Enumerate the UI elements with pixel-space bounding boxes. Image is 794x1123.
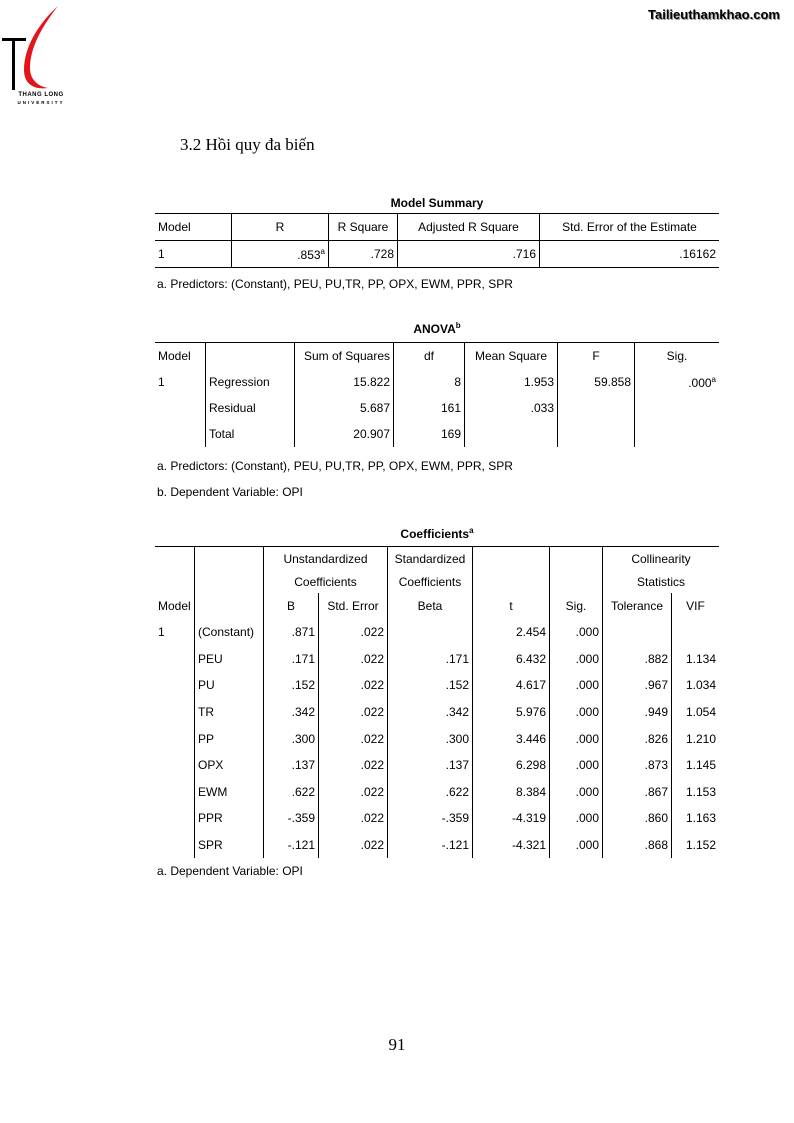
cell-se: .022 (319, 832, 388, 859)
coefficients-note-a: a. Dependent Variable: OPI (157, 864, 303, 878)
table-row (155, 805, 719, 832)
cell-f: 59.858 (558, 369, 635, 395)
cell-b: .137 (264, 752, 319, 779)
table-header-row (155, 593, 719, 619)
cell-t: -4.319 (473, 805, 550, 832)
col-mean-square: Mean Square (465, 343, 558, 370)
col-vif: VIF (672, 593, 720, 619)
table-row (155, 832, 719, 859)
cell-model (155, 779, 195, 806)
cell-b: .300 (264, 725, 319, 752)
col-sig: Sig. (635, 343, 720, 370)
col-t: t (473, 593, 550, 619)
cell-t: 6.298 (473, 752, 550, 779)
cell-sig: .000 (550, 672, 603, 699)
cell-std-error: .16162 (540, 241, 720, 268)
cell-df: 169 (394, 421, 465, 447)
col-model: Model (155, 343, 206, 370)
hdr-blank (550, 547, 603, 572)
cell-label: Regression (206, 369, 295, 395)
cell-model (155, 832, 195, 859)
cell-sig: .000 (550, 725, 603, 752)
cell-b: .342 (264, 699, 319, 726)
cell-model (155, 725, 195, 752)
cell-tolerance: .949 (603, 699, 672, 726)
cell-se: .022 (319, 672, 388, 699)
cell-ss: 5.687 (295, 395, 394, 421)
cell-model (155, 421, 206, 447)
cell-tolerance: .967 (603, 672, 672, 699)
cell-label: Residual (206, 395, 295, 421)
hdr-std-line2: Coefficients (388, 571, 473, 593)
cell-tolerance: .868 (603, 832, 672, 859)
cell-se: .022 (319, 752, 388, 779)
anova-note-b: b. Dependent Variable: OPI (157, 485, 303, 499)
table-row (155, 421, 719, 447)
hdr-blank (195, 593, 264, 619)
cell-r-square: .728 (329, 241, 398, 268)
hdr-col-line1: Collinearity (603, 547, 720, 572)
cell-beta (388, 619, 473, 646)
table-row (155, 646, 719, 673)
cell-se: .022 (319, 646, 388, 673)
cell-tolerance: .873 (603, 752, 672, 779)
table-header-row (155, 343, 719, 370)
col-beta: Beta (388, 593, 473, 619)
cell-f (558, 421, 635, 447)
table-header-row (155, 571, 719, 593)
cell-var: TR (195, 699, 264, 726)
cell-se: .022 (319, 725, 388, 752)
cell-model (155, 805, 195, 832)
hdr-col-line2: Statistics (603, 571, 720, 593)
cell-var: (Constant) (195, 619, 264, 646)
cell-model (155, 699, 195, 726)
cell-beta: -.121 (388, 832, 473, 859)
table-row (155, 672, 719, 699)
cell-beta: -.359 (388, 805, 473, 832)
col-f: F (558, 343, 635, 370)
logo-text-line2: UNIVERSITY (17, 100, 65, 105)
watermark-text: Tailieuthamkhao.com (648, 7, 780, 22)
coefficients-title: Coefficients$^a$ (400, 526, 474, 541)
cell-sig: .000 (550, 752, 603, 779)
cell-vif: 1.054 (672, 699, 720, 726)
cell-model (155, 752, 195, 779)
col-df: df (394, 343, 465, 370)
hdr-blank (550, 571, 603, 593)
cell-ss: 20.907 (295, 421, 394, 447)
table-row (155, 752, 719, 779)
col-b: B (264, 593, 319, 619)
cell-b: -.121 (264, 832, 319, 859)
cell-ss: 15.822 (295, 369, 394, 395)
cell-vif: 1.152 (672, 832, 720, 859)
cell-sig: .000 (550, 805, 603, 832)
cell-tolerance: .860 (603, 805, 672, 832)
cell-model: 1 (155, 619, 195, 646)
cell-df: 8 (394, 369, 465, 395)
anova-title: ANOVA$^b$ (413, 321, 461, 336)
anova-note-a: a. Predictors: (Constant), PEU, PU,TR, PP, OPX, EWM, PPR, SPR (157, 459, 513, 473)
cell-beta: .171 (388, 646, 473, 673)
col-std-error: Std. Error (319, 593, 388, 619)
university-logo (0, 4, 72, 104)
model-summary-note-a: a. Predictors: (Constant), PEU, PU,TR, PP, OPX, EWM, PPR, SPR (157, 277, 513, 291)
hdr-unstd-line1: Unstandardized (264, 547, 388, 572)
cell-vif: 1.034 (672, 672, 720, 699)
cell-t: 3.446 (473, 725, 550, 752)
cell-tolerance (603, 619, 672, 646)
table-header-row (155, 547, 719, 572)
cell-model: 1 (155, 369, 206, 395)
cell-t: 6.432 (473, 646, 550, 673)
cell-var: SPR (195, 832, 264, 859)
page-number: 91 (388, 1035, 406, 1054)
cell-se: .022 (319, 619, 388, 646)
col-adj-r-square: Adjusted R Square (398, 214, 540, 241)
cell-vif: 1.210 (672, 725, 720, 752)
cell-var: EWM (195, 779, 264, 806)
table-header-row (155, 214, 719, 241)
cell-beta: .300 (388, 725, 473, 752)
cell-vif (672, 619, 720, 646)
cell-b: .871 (264, 619, 319, 646)
cell-df: 161 (394, 395, 465, 421)
hdr-unstd-line2: Coefficients (264, 571, 388, 593)
table-row (155, 725, 719, 752)
cell-se: .022 (319, 779, 388, 806)
col-r-square: R Square (329, 214, 398, 241)
col-sum-of-squares: Sum of Squares (295, 343, 394, 370)
cell-f (558, 395, 635, 421)
cell-b: .622 (264, 779, 319, 806)
cell-beta: .152 (388, 672, 473, 699)
table-row (155, 619, 719, 646)
cell-sig: .000 (550, 779, 603, 806)
hdr-blank (155, 571, 195, 593)
cell-ms: .033 (465, 395, 558, 421)
cell-var: OPX (195, 752, 264, 779)
col-std-error: Std. Error of the Estimate (540, 214, 720, 241)
table-row (155, 699, 719, 726)
cell-vif: 1.145 (672, 752, 720, 779)
cell-label: Total (206, 421, 295, 447)
cell-adj-r-square: .716 (398, 241, 540, 268)
cell-t: -4.321 (473, 832, 550, 859)
cell-model (155, 672, 195, 699)
cell-var: PU (195, 672, 264, 699)
cell-tolerance: .867 (603, 779, 672, 806)
col-model: Model (155, 214, 232, 241)
cell-beta: .342 (388, 699, 473, 726)
cell-sig: .000 (550, 699, 603, 726)
section-title: 3.2 Hồi quy đa biến (180, 135, 315, 154)
coefficients-table (155, 546, 719, 858)
hdr-std-line1: Standardized (388, 547, 473, 572)
cell-model: 1 (155, 241, 232, 268)
col-r: R (232, 214, 329, 241)
table-row (155, 369, 719, 395)
cell-b: .171 (264, 646, 319, 673)
cell-sig: .000 (550, 832, 603, 859)
table-row (155, 395, 719, 421)
thang-long-logo-icon (0, 4, 72, 94)
cell-tolerance: .882 (603, 646, 672, 673)
hdr-blank (473, 571, 550, 593)
anova-table (155, 342, 719, 447)
cell-var: PP (195, 725, 264, 752)
table-row (155, 241, 719, 268)
cell-t: 2.454 (473, 619, 550, 646)
cell-t: 5.976 (473, 699, 550, 726)
hdr-blank (473, 547, 550, 572)
cell-model (155, 395, 206, 421)
logo-text-line1: THANG LONG (18, 92, 64, 98)
cell-beta: .137 (388, 752, 473, 779)
table-row (155, 779, 719, 806)
cell-sig: .000 (550, 619, 603, 646)
cell-vif: 1.134 (672, 646, 720, 673)
cell-var: PEU (195, 646, 264, 673)
col-sig: Sig. (550, 593, 603, 619)
cell-tolerance: .826 (603, 725, 672, 752)
cell-model (155, 646, 195, 673)
cell-b: -.359 (264, 805, 319, 832)
cell-se: .022 (319, 699, 388, 726)
cell-ms: 1.953 (465, 369, 558, 395)
cell-sig (635, 395, 720, 421)
hdr-blank (195, 571, 264, 593)
cell-vif: 1.163 (672, 805, 720, 832)
cell-b: .152 (264, 672, 319, 699)
col-tolerance: Tolerance (603, 593, 672, 619)
col-model: Model (155, 593, 195, 619)
cell-sig (635, 421, 720, 447)
cell-se: .022 (319, 805, 388, 832)
model-summary-table (155, 213, 719, 268)
cell-var: PPR (195, 805, 264, 832)
cell-t: 8.384 (473, 779, 550, 806)
cell-t: 4.617 (473, 672, 550, 699)
col-model-sub (206, 343, 295, 370)
hdr-blank (195, 547, 264, 572)
cell-beta: .622 (388, 779, 473, 806)
cell-sig: .000 (550, 646, 603, 673)
cell-sig: .000$^a$ (635, 369, 720, 395)
cell-r: .853$^a$ (232, 241, 329, 268)
hdr-blank (155, 547, 195, 572)
model-summary-title: Model Summary (390, 196, 484, 210)
cell-ms (465, 421, 558, 447)
cell-vif: 1.153 (672, 779, 720, 806)
